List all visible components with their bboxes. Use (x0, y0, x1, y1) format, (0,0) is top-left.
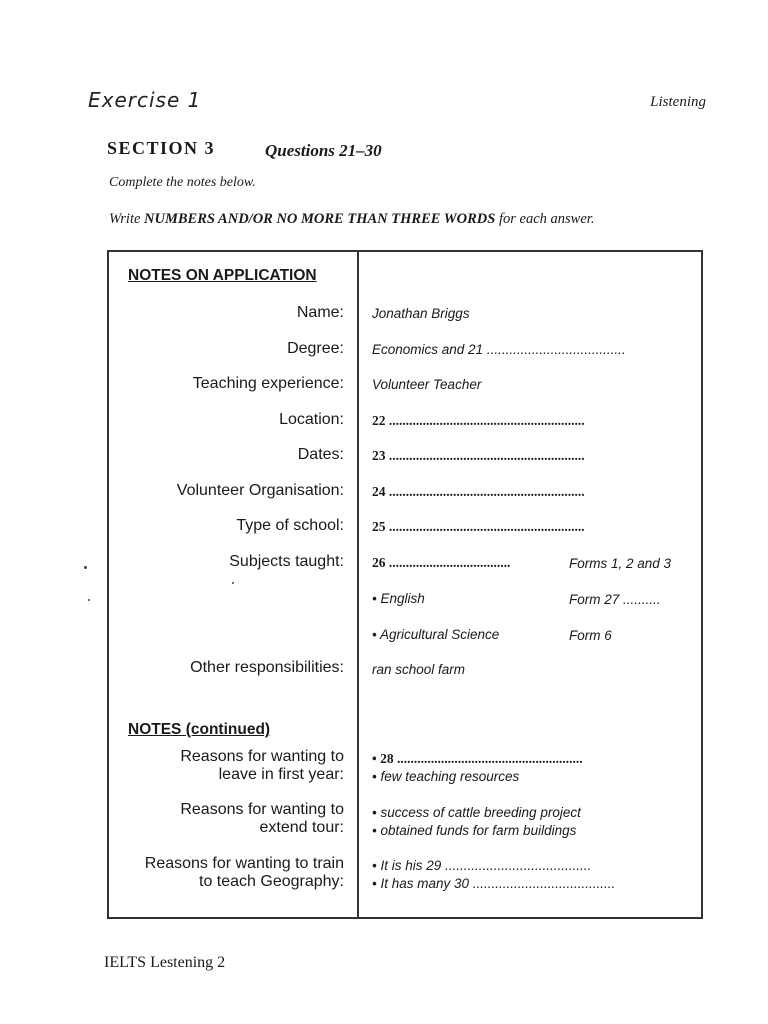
name-label: Name: (296, 304, 344, 321)
name-value: Jonathan Briggs (372, 306, 470, 321)
question-28-blank: • 28 ....................................................... (372, 751, 583, 766)
scan-speck (88, 599, 90, 601)
reasons-leave-label-2: leave in first year: (218, 766, 344, 783)
instruction-prefix: Write (109, 211, 145, 227)
handwritten-exercise-note: Exercise 1 (88, 88, 202, 112)
subjects-taught-label: Subjects taught: (229, 553, 344, 570)
scan-speck (84, 566, 87, 569)
notes-continued-heading: NOTES (continued) (128, 721, 271, 738)
type-of-school-label: Type of school: (236, 517, 344, 534)
notes-heading: NOTES ON APPLICATION (128, 267, 317, 284)
instruction-word-limit (109, 211, 594, 228)
reasons-geography-label-2: to teach Geography: (199, 873, 344, 890)
form-6: Form 6 (569, 628, 612, 643)
question-25-blank: 25 .......................................................... (372, 519, 585, 534)
question-30-blank: • It has many 30 ...................................... (372, 876, 616, 891)
volunteer-organisation-label: Volunteer Organisation: (176, 482, 344, 499)
question-23-blank: 23 .......................................................... (372, 448, 585, 463)
teaching-experience-value: Volunteer Teacher (372, 377, 482, 392)
subject-english: • English (372, 591, 425, 606)
forms-1-2-3: Forms 1, 2 and 3 (569, 556, 672, 571)
few-teaching-resources: • few teaching resources (372, 769, 520, 784)
question-24-blank: 24 .......................................................... (372, 484, 585, 499)
topic-label: Listening (650, 94, 706, 110)
other-responsibilities-label: Other responsibilities: (190, 659, 344, 676)
degree-label: Degree: (287, 340, 344, 357)
table-column-divider (357, 251, 359, 918)
questions-range: Questions 21–30 (265, 141, 382, 160)
instruction-complete-notes: Complete the notes below. (109, 175, 256, 190)
other-responsibilities-value: ran school farm (372, 662, 466, 677)
question-22-blank: 22 .......................................................... (372, 413, 585, 428)
question-27-blank: Form 27 .......... (569, 592, 661, 607)
instruction-suffix: for each answer. (495, 211, 595, 227)
question-26-blank: 26 .................................... (372, 555, 511, 570)
section-title: SECTION 3 (107, 138, 216, 158)
reasons-leave-label-1: Reasons for wanting to (180, 748, 344, 765)
page-footer: IELTS Lestening 2 (104, 954, 226, 971)
teaching-experience-label: Teaching experience: (192, 375, 344, 392)
reasons-extend-label-2: extend tour: (259, 819, 344, 836)
degree-value: Economics and 21 ..................................... (372, 342, 626, 357)
instruction-bold: NUMBERS AND/OR NO MORE THAN THREE WORDS (144, 211, 496, 227)
location-label: Location: (279, 411, 344, 428)
farm-buildings-funds: • obtained funds for farm buildings (372, 823, 577, 838)
reasons-extend-label-1: Reasons for wanting to (180, 801, 344, 818)
question-29-blank: • It is his 29 ....................................... (372, 858, 592, 873)
cattle-breeding-success: • success of cattle breeding project (372, 805, 581, 820)
dates-label: Dates: (297, 446, 344, 463)
subject-agricultural-science: • Agricultural Science (372, 627, 500, 642)
reasons-geography-label-1: Reasons for wanting to train (144, 855, 344, 872)
